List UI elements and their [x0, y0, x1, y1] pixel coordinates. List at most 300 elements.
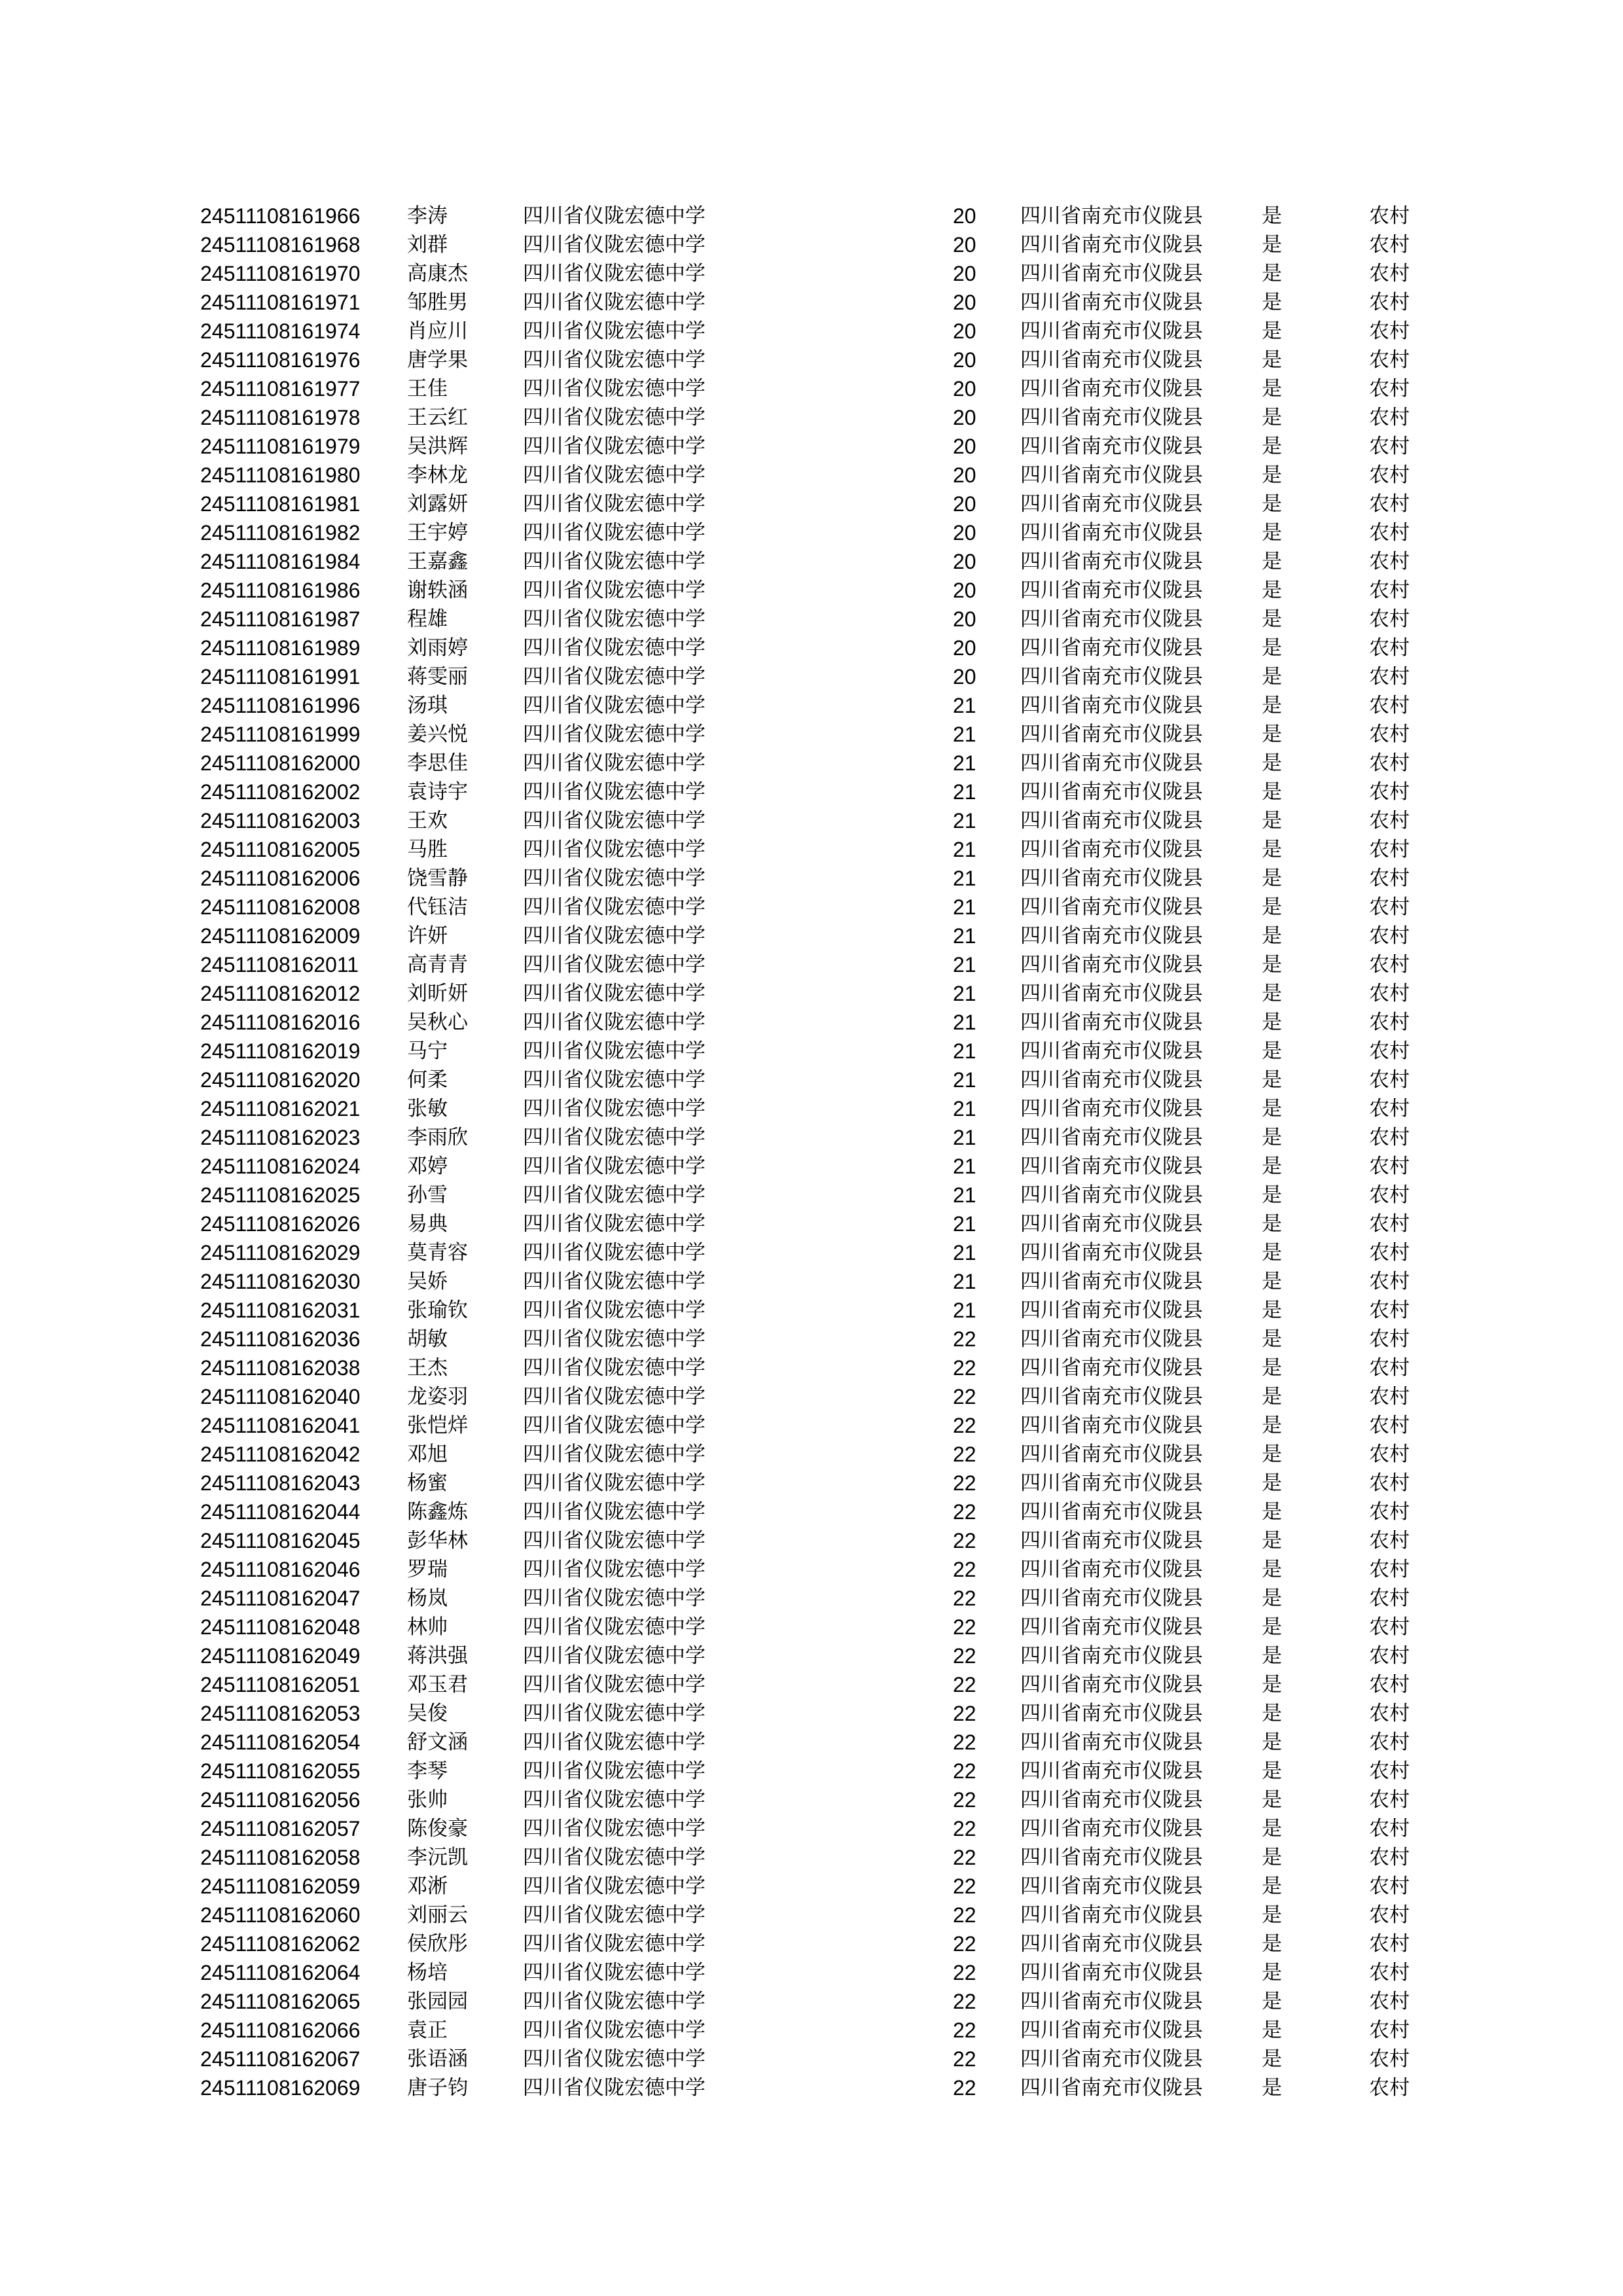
school-cell: 四川省仪陇宏德中学 [523, 1270, 705, 1293]
student-id-cell: 24511108162048 [200, 1615, 361, 1639]
student-id-cell: 24511108162057 [200, 1817, 361, 1840]
number-cell: 21 [953, 1126, 976, 1149]
area-type-cell: 农村 [1369, 1817, 1410, 1840]
student-name-cell: 张瑜钦 [407, 1299, 468, 1322]
student-id-cell: 24511108161991 [200, 665, 361, 689]
student-name-cell: 程雄 [407, 607, 448, 631]
student-id-cell: 24511108162023 [200, 1126, 361, 1149]
student-id-cell: 24511108162030 [200, 1270, 361, 1293]
student-name-cell: 侯欣彤 [407, 1932, 468, 1956]
flag-cell: 是 [1262, 1587, 1282, 1610]
region-cell: 四川省南充市仪陇县 [1020, 1932, 1203, 1956]
area-type-cell: 农村 [1369, 694, 1410, 717]
table-row [0, 662, 1623, 691]
student-id-cell: 24511108162055 [200, 1759, 361, 1783]
area-type-cell: 农村 [1369, 1644, 1410, 1668]
flag-cell: 是 [1262, 665, 1282, 689]
area-type-cell: 农村 [1369, 521, 1410, 545]
flag-cell: 是 [1262, 895, 1282, 919]
school-cell: 四川省仪陇宏德中学 [523, 1961, 705, 1984]
school-cell: 四川省仪陇宏德中学 [523, 463, 705, 487]
region-cell: 四川省南充市仪陇县 [1020, 1155, 1203, 1178]
student-id-cell: 24511108162029 [200, 1241, 361, 1265]
student-name-cell: 王欢 [407, 809, 448, 833]
table-row [0, 1958, 1623, 1987]
school-cell: 四川省仪陇宏德中学 [523, 1759, 705, 1783]
table-row [0, 1354, 1623, 1382]
student-name-cell: 李雨欣 [407, 1126, 468, 1149]
number-cell: 21 [953, 1155, 976, 1178]
student-name-cell: 谢轶涵 [407, 579, 468, 602]
table-row [0, 374, 1623, 403]
school-cell: 四川省仪陇宏德中学 [523, 291, 705, 314]
region-cell: 四川省南充市仪陇县 [1020, 348, 1203, 372]
table-row [0, 1843, 1623, 1872]
school-cell: 四川省仪陇宏德中学 [523, 1126, 705, 1149]
student-id-cell: 24511108162000 [200, 751, 361, 775]
area-type-cell: 农村 [1369, 1356, 1410, 1380]
table-row [0, 1929, 1623, 1958]
table-row [0, 1382, 1623, 1411]
flag-cell: 是 [1262, 1702, 1282, 1725]
area-type-cell: 农村 [1369, 2018, 1410, 2042]
region-cell: 四川省南充市仪陇县 [1020, 1846, 1203, 1869]
area-type-cell: 农村 [1369, 1443, 1410, 1466]
number-cell: 20 [953, 550, 976, 573]
number-cell: 22 [953, 1817, 976, 1840]
school-cell: 四川省仪陇宏德中学 [523, 204, 705, 228]
flag-cell: 是 [1262, 1471, 1282, 1495]
number-cell: 22 [953, 1702, 976, 1725]
number-cell: 21 [953, 1097, 976, 1121]
flag-cell: 是 [1262, 751, 1282, 775]
flag-cell: 是 [1262, 1903, 1282, 1927]
school-cell: 四川省仪陇宏德中学 [523, 1097, 705, 1121]
school-cell: 四川省仪陇宏德中学 [523, 1212, 705, 1236]
number-cell: 22 [953, 1846, 976, 1869]
flag-cell: 是 [1262, 1414, 1282, 1437]
area-type-cell: 农村 [1369, 607, 1410, 631]
table-row [0, 1584, 1623, 1613]
area-type-cell: 农村 [1369, 435, 1410, 458]
table-row [0, 1066, 1623, 1094]
region-cell: 四川省南充市仪陇县 [1020, 1673, 1203, 1696]
number-cell: 21 [953, 838, 976, 861]
number-cell: 21 [953, 780, 976, 804]
student-id-cell: 24511108162049 [200, 1644, 361, 1668]
table-row [0, 1238, 1623, 1267]
region-cell: 四川省南充市仪陇县 [1020, 982, 1203, 1005]
student-id-cell: 24511108162024 [200, 1155, 361, 1178]
number-cell: 22 [953, 1500, 976, 1524]
student-name-cell: 高康杰 [407, 262, 468, 285]
table-row [0, 1670, 1623, 1699]
number-cell: 22 [953, 1932, 976, 1956]
region-cell: 四川省南充市仪陇县 [1020, 2018, 1203, 2042]
flag-cell: 是 [1262, 1068, 1282, 1092]
student-id-cell: 24511108161971 [200, 291, 361, 314]
student-name-cell: 舒文涵 [407, 1731, 468, 1754]
region-cell: 四川省南充市仪陇县 [1020, 723, 1203, 746]
table-row [0, 1728, 1623, 1757]
flag-cell: 是 [1262, 636, 1282, 660]
area-type-cell: 农村 [1369, 1385, 1410, 1408]
number-cell: 21 [953, 867, 976, 890]
flag-cell: 是 [1262, 377, 1282, 401]
region-cell: 四川省南充市仪陇县 [1020, 1587, 1203, 1610]
student-id-cell: 24511108162054 [200, 1731, 361, 1754]
student-id-cell: 24511108161970 [200, 262, 361, 285]
number-cell: 21 [953, 1011, 976, 1034]
flag-cell: 是 [1262, 1011, 1282, 1034]
area-type-cell: 农村 [1369, 406, 1410, 429]
table-row [0, 1641, 1623, 1670]
region-cell: 四川省南充市仪陇县 [1020, 1990, 1203, 2013]
student-name-cell: 张敏 [407, 1097, 448, 1121]
region-cell: 四川省南充市仪陇县 [1020, 492, 1203, 516]
student-name-cell: 邓婷 [407, 1155, 448, 1178]
school-cell: 四川省仪陇宏德中学 [523, 838, 705, 861]
area-type-cell: 农村 [1369, 982, 1410, 1005]
area-type-cell: 农村 [1369, 1587, 1410, 1610]
student-id-cell: 24511108161986 [200, 579, 361, 602]
flag-cell: 是 [1262, 1932, 1282, 1956]
number-cell: 20 [953, 607, 976, 631]
number-cell: 22 [953, 1529, 976, 1552]
student-id-cell: 24511108161999 [200, 723, 361, 746]
area-type-cell: 农村 [1369, 1414, 1410, 1437]
student-id-cell: 24511108162021 [200, 1097, 361, 1121]
student-name-cell: 李思佳 [407, 751, 468, 775]
school-cell: 四川省仪陇宏德中学 [523, 1011, 705, 1034]
region-cell: 四川省南充市仪陇县 [1020, 694, 1203, 717]
number-cell: 21 [953, 1212, 976, 1236]
school-cell: 四川省仪陇宏德中学 [523, 953, 705, 977]
student-id-cell: 24511108162009 [200, 924, 361, 948]
region-cell: 四川省南充市仪陇县 [1020, 1299, 1203, 1322]
number-cell: 22 [953, 1356, 976, 1380]
school-cell: 四川省仪陇宏德中学 [523, 924, 705, 948]
flag-cell: 是 [1262, 607, 1282, 631]
student-id-cell: 24511108162016 [200, 1011, 361, 1034]
number-cell: 21 [953, 1270, 976, 1293]
area-type-cell: 农村 [1369, 953, 1410, 977]
school-cell: 四川省仪陇宏德中学 [523, 406, 705, 429]
number-cell: 22 [953, 2018, 976, 2042]
school-cell: 四川省仪陇宏德中学 [523, 1817, 705, 1840]
region-cell: 四川省南充市仪陇县 [1020, 1097, 1203, 1121]
student-name-cell: 邓淅 [407, 1874, 448, 1898]
school-cell: 四川省仪陇宏德中学 [523, 1241, 705, 1265]
number-cell: 22 [953, 1443, 976, 1466]
flag-cell: 是 [1262, 723, 1282, 746]
flag-cell: 是 [1262, 233, 1282, 257]
student-name-cell: 刘雨婷 [407, 636, 468, 660]
flag-cell: 是 [1262, 1270, 1282, 1293]
number-cell: 22 [953, 1874, 976, 1898]
student-id-cell: 24511108162064 [200, 1961, 361, 1984]
number-cell: 20 [953, 348, 976, 372]
student-id-cell: 24511108162005 [200, 838, 361, 861]
school-cell: 四川省仪陇宏德中学 [523, 348, 705, 372]
flag-cell: 是 [1262, 1673, 1282, 1696]
student-id-cell: 24511108161976 [200, 348, 361, 372]
school-cell: 四川省仪陇宏德中学 [523, 1558, 705, 1581]
region-cell: 四川省南充市仪陇县 [1020, 1385, 1203, 1408]
school-cell: 四川省仪陇宏德中学 [523, 521, 705, 545]
table-row [0, 2016, 1623, 2045]
school-cell: 四川省仪陇宏德中学 [523, 550, 705, 573]
area-type-cell: 农村 [1369, 1615, 1410, 1639]
flag-cell: 是 [1262, 1443, 1282, 1466]
region-cell: 四川省南充市仪陇县 [1020, 1414, 1203, 1437]
student-id-cell: 24511108162058 [200, 1846, 361, 1869]
region-cell: 四川省南充市仪陇县 [1020, 1644, 1203, 1668]
area-type-cell: 农村 [1369, 809, 1410, 833]
school-cell: 四川省仪陇宏德中学 [523, 262, 705, 285]
student-name-cell: 易典 [407, 1212, 448, 1236]
area-type-cell: 农村 [1369, 1759, 1410, 1783]
table-row [0, 1210, 1623, 1238]
flag-cell: 是 [1262, 1327, 1282, 1351]
table-row [0, 1872, 1623, 1901]
area-type-cell: 农村 [1369, 1529, 1410, 1552]
student-name-cell: 姜兴悦 [407, 723, 468, 746]
area-type-cell: 农村 [1369, 233, 1410, 257]
region-cell: 四川省南充市仪陇县 [1020, 1443, 1203, 1466]
area-type-cell: 农村 [1369, 665, 1410, 689]
flag-cell: 是 [1262, 809, 1282, 833]
flag-cell: 是 [1262, 1759, 1282, 1783]
area-type-cell: 农村 [1369, 1212, 1410, 1236]
area-type-cell: 农村 [1369, 895, 1410, 919]
table-row [0, 230, 1623, 259]
number-cell: 20 [953, 665, 976, 689]
flag-cell: 是 [1262, 406, 1282, 429]
flag-cell: 是 [1262, 1183, 1282, 1207]
area-type-cell: 农村 [1369, 1039, 1410, 1063]
flag-cell: 是 [1262, 867, 1282, 890]
region-cell: 四川省南充市仪陇县 [1020, 1039, 1203, 1063]
number-cell: 20 [953, 291, 976, 314]
school-cell: 四川省仪陇宏德中学 [523, 1500, 705, 1524]
school-cell: 四川省仪陇宏德中学 [523, 982, 705, 1005]
student-name-cell: 邹胜男 [407, 291, 468, 314]
student-name-cell: 刘丽云 [407, 1903, 468, 1927]
region-cell: 四川省南充市仪陇县 [1020, 291, 1203, 314]
region-cell: 四川省南充市仪陇县 [1020, 751, 1203, 775]
student-id-cell: 24511108162011 [200, 953, 359, 977]
number-cell: 22 [953, 1788, 976, 1812]
number-cell: 20 [953, 262, 976, 285]
school-cell: 四川省仪陇宏德中学 [523, 1529, 705, 1552]
student-name-cell: 李林龙 [407, 463, 468, 487]
number-cell: 22 [953, 1731, 976, 1754]
region-cell: 四川省南充市仪陇县 [1020, 1011, 1203, 1034]
table-row [0, 1814, 1623, 1843]
region-cell: 四川省南充市仪陇县 [1020, 1558, 1203, 1581]
area-type-cell: 农村 [1369, 838, 1410, 861]
region-cell: 四川省南充市仪陇县 [1020, 1471, 1203, 1495]
school-cell: 四川省仪陇宏德中学 [523, 1731, 705, 1754]
flag-cell: 是 [1262, 1529, 1282, 1552]
student-id-cell: 24511108161982 [200, 521, 361, 545]
table-row [0, 1699, 1623, 1728]
school-cell: 四川省仪陇宏德中学 [523, 1068, 705, 1092]
region-cell: 四川省南充市仪陇县 [1020, 1270, 1203, 1293]
student-name-cell: 王嘉鑫 [407, 550, 468, 573]
school-cell: 四川省仪陇宏德中学 [523, 579, 705, 602]
flag-cell: 是 [1262, 1155, 1282, 1178]
area-type-cell: 农村 [1369, 348, 1410, 372]
flag-cell: 是 [1262, 2076, 1282, 2100]
table-row [0, 1440, 1623, 1469]
student-id-cell: 24511108162041 [200, 1414, 361, 1437]
flag-cell: 是 [1262, 204, 1282, 228]
school-cell: 四川省仪陇宏德中学 [523, 867, 705, 890]
flag-cell: 是 [1262, 694, 1282, 717]
student-name-cell: 吴俊 [407, 1702, 448, 1725]
table-row [0, 950, 1623, 979]
area-type-cell: 农村 [1369, 1299, 1410, 1322]
school-cell: 四川省仪陇宏德中学 [523, 1183, 705, 1207]
table-row [0, 691, 1623, 720]
region-cell: 四川省南充市仪陇县 [1020, 924, 1203, 948]
region-cell: 四川省南充市仪陇县 [1020, 463, 1203, 487]
number-cell: 21 [953, 953, 976, 977]
student-id-cell: 24511108161977 [200, 377, 361, 401]
table-row [0, 1785, 1623, 1814]
school-cell: 四川省仪陇宏德中学 [523, 319, 705, 343]
student-name-cell: 吴洪辉 [407, 435, 468, 458]
area-type-cell: 农村 [1369, 319, 1410, 343]
table-row [0, 806, 1623, 835]
table-row [0, 461, 1623, 490]
student-name-cell: 袁诗宇 [407, 780, 468, 804]
student-name-cell: 刘露妍 [407, 492, 468, 516]
flag-cell: 是 [1262, 1385, 1282, 1408]
student-id-cell: 24511108162040 [200, 1385, 361, 1408]
student-name-cell: 张帅 [407, 1788, 448, 1812]
area-type-cell: 农村 [1369, 1702, 1410, 1725]
table-row [0, 1123, 1623, 1152]
region-cell: 四川省南充市仪陇县 [1020, 867, 1203, 890]
student-id-cell: 24511108162045 [200, 1529, 361, 1552]
flag-cell: 是 [1262, 1039, 1282, 1063]
flag-cell: 是 [1262, 1558, 1282, 1581]
table-row [0, 1987, 1623, 2016]
region-cell: 四川省南充市仪陇县 [1020, 579, 1203, 602]
student-name-cell: 李涛 [407, 204, 448, 228]
area-type-cell: 农村 [1369, 1500, 1410, 1524]
region-cell: 四川省南充市仪陇县 [1020, 435, 1203, 458]
table-row [0, 2073, 1623, 2102]
area-type-cell: 农村 [1369, 780, 1410, 804]
school-cell: 四川省仪陇宏德中学 [523, 1356, 705, 1380]
school-cell: 四川省仪陇宏德中学 [523, 1471, 705, 1495]
school-cell: 四川省仪陇宏德中学 [523, 751, 705, 775]
table-row [0, 1094, 1623, 1123]
table-row [0, 288, 1623, 317]
student-name-cell: 吴娇 [407, 1270, 448, 1293]
table-row [0, 1411, 1623, 1440]
number-cell: 21 [953, 694, 976, 717]
region-cell: 四川省南充市仪陇县 [1020, 1356, 1203, 1380]
flag-cell: 是 [1262, 838, 1282, 861]
flag-cell: 是 [1262, 2018, 1282, 2042]
student-name-cell: 刘群 [407, 233, 448, 257]
table-row [0, 1325, 1623, 1354]
student-name-cell: 吴秋心 [407, 1011, 468, 1034]
number-cell: 22 [953, 2047, 976, 2071]
region-cell: 四川省南充市仪陇县 [1020, 1961, 1203, 1984]
student-id-cell: 24511108162062 [200, 1932, 361, 1956]
student-name-cell: 王云红 [407, 406, 468, 429]
student-id-cell: 24511108162056 [200, 1788, 361, 1812]
student-name-cell: 邓旭 [407, 1443, 448, 1466]
flag-cell: 是 [1262, 2047, 1282, 2071]
area-type-cell: 农村 [1369, 2076, 1410, 2100]
area-type-cell: 农村 [1369, 1903, 1410, 1927]
student-name-cell: 肖应川 [407, 319, 468, 343]
student-name-cell: 林帅 [407, 1615, 448, 1639]
student-name-cell: 何柔 [407, 1068, 448, 1092]
area-type-cell: 农村 [1369, 723, 1410, 746]
region-cell: 四川省南充市仪陇县 [1020, 204, 1203, 228]
region-cell: 四川省南充市仪陇县 [1020, 1500, 1203, 1524]
area-type-cell: 农村 [1369, 1471, 1410, 1495]
student-id-cell: 24511108162047 [200, 1587, 361, 1610]
student-name-cell: 王杰 [407, 1356, 448, 1380]
student-id-cell: 24511108161981 [200, 492, 361, 516]
table-row [0, 922, 1623, 950]
region-cell: 四川省南充市仪陇县 [1020, 1068, 1203, 1092]
flag-cell: 是 [1262, 1990, 1282, 2013]
student-id-cell: 24511108162012 [200, 982, 361, 1005]
student-name-cell: 张恺烊 [407, 1414, 468, 1437]
region-cell: 四川省南充市仪陇县 [1020, 1702, 1203, 1725]
region-cell: 四川省南充市仪陇县 [1020, 895, 1203, 919]
student-id-cell: 24511108162066 [200, 2018, 361, 2042]
area-type-cell: 农村 [1369, 1126, 1410, 1149]
school-cell: 四川省仪陇宏德中学 [523, 1039, 705, 1063]
flag-cell: 是 [1262, 1846, 1282, 1869]
student-name-cell: 袁正 [407, 2018, 448, 2042]
number-cell: 22 [953, 1471, 976, 1495]
student-name-cell: 饶雪静 [407, 867, 468, 890]
area-type-cell: 农村 [1369, 492, 1410, 516]
region-cell: 四川省南充市仪陇县 [1020, 1529, 1203, 1552]
number-cell: 21 [953, 1183, 976, 1207]
flag-cell: 是 [1262, 492, 1282, 516]
school-cell: 四川省仪陇宏德中学 [523, 2076, 705, 2100]
region-cell: 四川省南充市仪陇县 [1020, 319, 1203, 343]
area-type-cell: 农村 [1369, 550, 1410, 573]
school-cell: 四川省仪陇宏德中学 [523, 607, 705, 631]
flag-cell: 是 [1262, 924, 1282, 948]
student-id-cell: 24511108162053 [200, 1702, 361, 1725]
school-cell: 四川省仪陇宏德中学 [523, 1903, 705, 1927]
table-row [0, 1037, 1623, 1066]
flag-cell: 是 [1262, 1644, 1282, 1668]
number-cell: 22 [953, 1903, 976, 1927]
number-cell: 20 [953, 636, 976, 660]
flag-cell: 是 [1262, 1500, 1282, 1524]
region-cell: 四川省南充市仪陇县 [1020, 550, 1203, 573]
school-cell: 四川省仪陇宏德中学 [523, 1788, 705, 1812]
student-id-cell: 24511108162059 [200, 1874, 361, 1898]
region-cell: 四川省南充市仪陇县 [1020, 1126, 1203, 1149]
